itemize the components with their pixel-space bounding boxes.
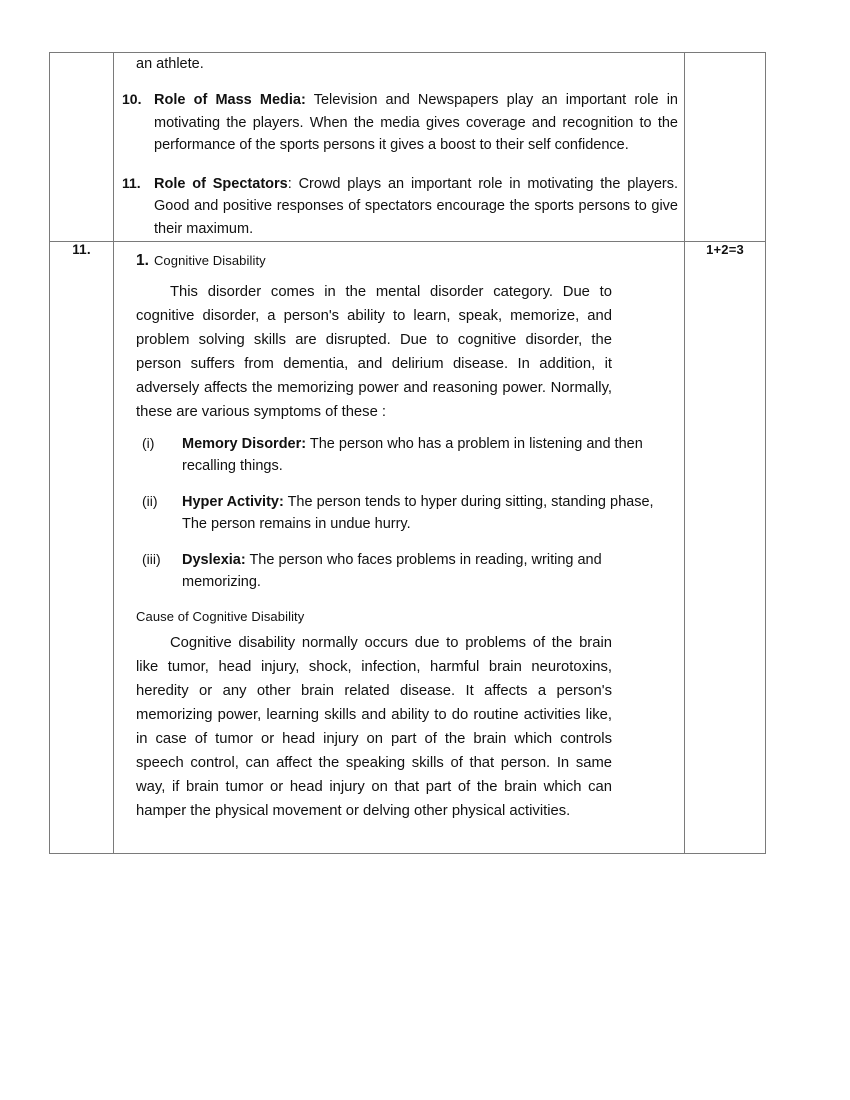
answer-table [49, 52, 766, 854]
list-item-text: The person who has a problem in listening and then recalling things. [182, 435, 643, 474]
list-item-text: The person tends to hyper during sitting, standing phase, The person remains in undue hurry. [182, 493, 654, 532]
list-item-marker: (ii) [142, 492, 158, 509]
answer-paragraph: This disorder comes in the mental disorder category. Due to cognitive disorder, a person's ability to learn, speak, memorize, and problem solving skills are disrupted. Due to cognitive disorder, the person suffers from dementia, and delirium disease. In addition, it adversely affects the memorizing power and reasoning power. Normally, these are various symptoms of these : [136, 283, 612, 420]
list-item [136, 549, 674, 593]
cause-sub-heading: Cause of Cognitive Disability [136, 608, 305, 624]
list-item-title: Role of Spectators [154, 175, 288, 192]
list-item [136, 433, 674, 477]
list-item-marker: (iii) [142, 550, 161, 567]
answer-body-cell-row2 [114, 241, 685, 854]
answer-body-cell-row1 [114, 53, 685, 242]
answer-heading-title: Cognitive Disability [153, 252, 266, 268]
cause-paragraph: Cognitive disability normally occurs due to problems of the brain like tumor, head injury, shock, infection, harmful brain neurotoxins, heredity or any other brain related disease. It affects a person's memorizing power, learning skills and ability to do routine activities like, in case of tumor or head injury on part of the brain which controls speech control, can affect the speaking skills of that person. In same way, if brain tumor or head injury on that part of the brain which can hamper the physical movement or delving other physical activities. [136, 634, 612, 819]
question-number-cell-row2: 11. [50, 241, 114, 854]
answer-heading [136, 251, 674, 271]
list-item-text: Television and Newspapers play an important role in motivating the players. When the media gives coverage and recognition to the performance of the sports persons it gives a boost to their self confidence. [154, 92, 678, 154]
list-item-marker: 10. [122, 91, 142, 108]
list-item-text: The person who faces problems in reading, writing and memorizing. [182, 551, 602, 590]
answer-heading-number: 1. [136, 251, 149, 269]
list-item [114, 89, 684, 157]
list-item-title: Dyslexia: [182, 551, 246, 568]
list-item-title: Hyper Activity: [182, 493, 284, 510]
list-item-title: Memory Disorder: [182, 435, 307, 452]
list-item [136, 491, 674, 535]
continued-lead-line: an athlete. [136, 56, 204, 72]
list-item-title: Role of Mass Media: [154, 92, 306, 109]
marks-cell-row1 [685, 53, 766, 242]
symptoms-list [136, 433, 674, 593]
marks-cell-row2: 1+2=3 [685, 241, 766, 854]
table-row [50, 53, 766, 242]
list-item-text: : Crowd plays an important role in motivating the players. Good and positive responses of spectators encourage the sports persons to give their maximum. [154, 175, 679, 238]
table-row [50, 241, 766, 854]
question-number-cell-row1 [50, 53, 114, 242]
list-item-marker: 11. [122, 174, 141, 191]
list-item-marker: (i) [142, 434, 155, 451]
numbered-points-list [114, 89, 684, 241]
list-item [114, 173, 684, 241]
